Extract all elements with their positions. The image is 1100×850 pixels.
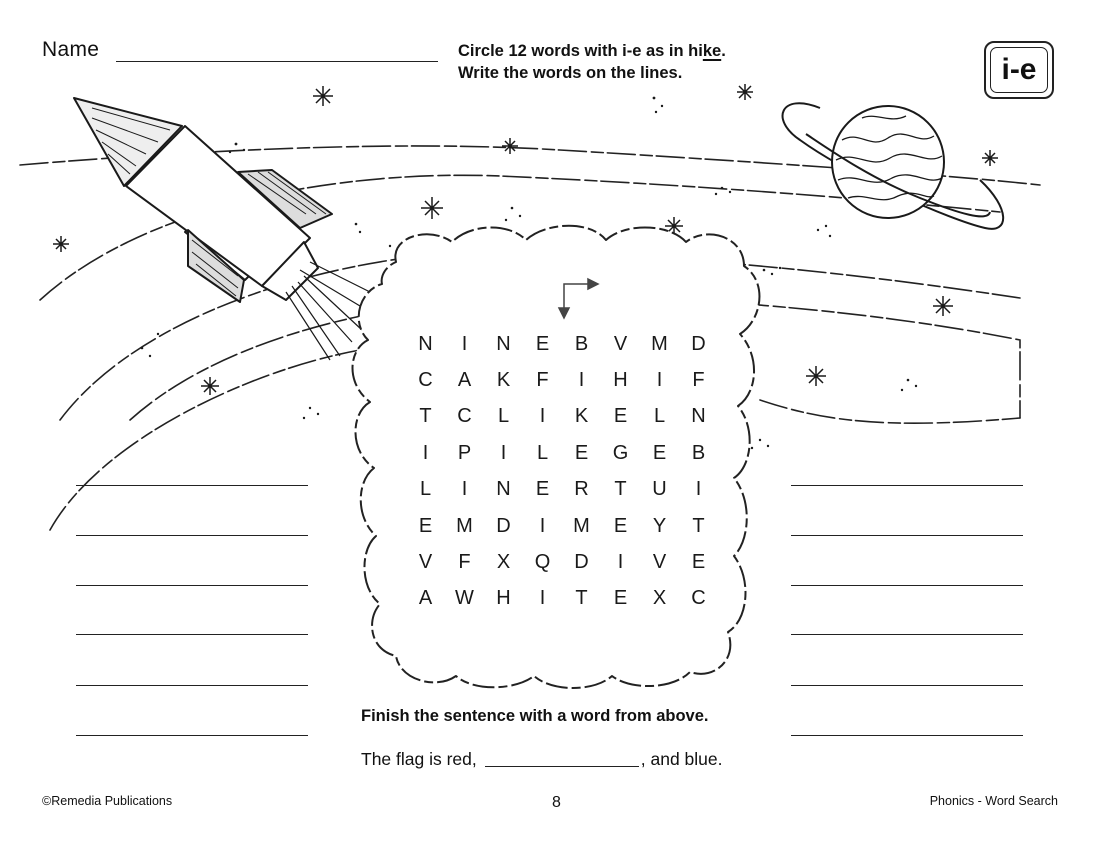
grid-letter[interactable]: N [691, 405, 706, 428]
grid-letter[interactable]: K [574, 405, 589, 428]
grid-letter[interactable]: L [536, 441, 549, 464]
grid-letter[interactable]: E [535, 332, 550, 355]
answer-line-left[interactable] [76, 585, 308, 586]
instruction-line-1: Circle 12 words with i-e as in hike. [458, 42, 726, 60]
name-label: Name [42, 38, 100, 61]
answer-line-right[interactable] [791, 535, 1023, 536]
grid-letter[interactable]: V [613, 332, 628, 355]
grid-letter[interactable]: F [692, 369, 705, 392]
grid-letter[interactable]: T [575, 587, 588, 610]
answer-line-right[interactable] [791, 634, 1023, 635]
grid-letter[interactable]: N [496, 478, 511, 501]
grid-letter[interactable]: L [419, 478, 432, 501]
highlight-e: e [712, 42, 722, 60]
planet-horizon-low [50, 350, 360, 530]
grid-letter[interactable]: B [574, 332, 589, 355]
instruction-line-2: Write the words on the lines. [458, 64, 683, 82]
highlight-k: k [702, 42, 713, 60]
grid-letter[interactable]: D [691, 332, 706, 355]
grid-letter[interactable]: I [461, 478, 468, 501]
grid-letter[interactable]: T [614, 478, 627, 501]
grid-letter[interactable]: B [691, 441, 706, 464]
grid-letter[interactable]: I [539, 514, 546, 537]
sentence [361, 749, 722, 770]
grid-letter[interactable]: X [652, 587, 667, 610]
grid-letter[interactable]: D [496, 514, 511, 537]
grid-letter[interactable]: V [418, 551, 433, 574]
grid-letter[interactable]: L [497, 405, 510, 428]
grid-letter[interactable]: K [496, 369, 511, 392]
word-search-grid[interactable] [406, 326, 718, 617]
phonogram-badge [984, 41, 1054, 99]
grid-letter[interactable]: L [653, 405, 666, 428]
planet-horizon-right [760, 400, 1020, 423]
phonogram-label: i-e [990, 47, 1048, 93]
grid-letter[interactable]: I [656, 369, 663, 392]
answer-line-left[interactable] [76, 485, 308, 486]
answer-line-left[interactable] [76, 535, 308, 536]
grid-letter[interactable]: C [691, 587, 706, 610]
rocket-icon [74, 98, 378, 360]
grid-letter[interactable]: E [652, 441, 667, 464]
grid-letter[interactable]: E [613, 587, 628, 610]
sentence-end: , and blue. [640, 749, 723, 769]
grid-letter[interactable]: A [457, 369, 472, 392]
sentence-start: The flag is red, [361, 749, 477, 769]
grid-letter[interactable]: V [652, 551, 667, 574]
answer-line-left[interactable] [76, 634, 308, 635]
name-input-line[interactable] [116, 61, 438, 62]
answer-line-left[interactable] [76, 685, 308, 686]
grid-letter[interactable]: F [458, 551, 471, 574]
grid-letter[interactable]: M [456, 514, 473, 537]
grid-letter[interactable]: E [574, 441, 589, 464]
grid-letter[interactable]: I [539, 587, 546, 610]
grid-letter[interactable]: M [573, 514, 590, 537]
grid-letter[interactable]: X [496, 551, 511, 574]
grid-letter[interactable]: R [574, 478, 589, 501]
grid-letter[interactable]: H [613, 369, 628, 392]
answer-line-right[interactable] [791, 585, 1023, 586]
grid-letter[interactable]: N [496, 332, 511, 355]
grid-letter[interactable]: E [613, 405, 628, 428]
answer-line-right[interactable] [791, 485, 1023, 486]
grid-letter[interactable]: H [496, 587, 511, 610]
grid-letter[interactable]: G [612, 441, 629, 464]
grid-letter[interactable]: N [418, 332, 433, 355]
grid-letter[interactable]: E [613, 514, 628, 537]
grid-letter[interactable]: T [692, 514, 705, 537]
grid-letter[interactable]: C [418, 369, 433, 392]
sentence-blank[interactable] [485, 766, 639, 767]
grid-letter[interactable]: T [419, 405, 432, 428]
grid-letter[interactable]: U [652, 478, 667, 501]
grid-letter[interactable]: I [422, 441, 429, 464]
grid-letter[interactable]: E [535, 478, 550, 501]
grid-letter[interactable]: I [500, 441, 507, 464]
grid-letter[interactable]: E [691, 551, 706, 574]
grid-letter[interactable]: C [457, 405, 472, 428]
publisher-credit: ©Remedia Publications [42, 794, 173, 808]
grid-letter[interactable]: D [574, 551, 589, 574]
grid-letter[interactable]: I [578, 369, 585, 392]
answer-line-left[interactable] [76, 735, 308, 736]
grid-letter[interactable]: I [539, 405, 546, 428]
instructions [458, 40, 726, 84]
grid-letter[interactable]: Q [534, 551, 551, 574]
grid-letter[interactable]: P [457, 441, 472, 464]
grid-letter[interactable]: I [617, 551, 624, 574]
grid-letter[interactable]: W [455, 587, 474, 610]
series-title: Phonics - Word Search [929, 794, 1058, 808]
grid-letter[interactable]: Y [652, 514, 667, 537]
grid-letter[interactable]: A [418, 587, 433, 610]
sentence-prompt: Finish the sentence with a word from above. [361, 707, 709, 725]
grid-letter[interactable]: M [651, 332, 668, 355]
grid-letter[interactable]: I [461, 332, 468, 355]
grid-letter[interactable]: I [695, 478, 702, 501]
grid-letter[interactable]: E [418, 514, 433, 537]
grid-letter[interactable]: F [536, 369, 549, 392]
answer-line-right[interactable] [791, 735, 1023, 736]
page-number: 8 [552, 794, 561, 811]
answer-line-right[interactable] [791, 685, 1023, 686]
